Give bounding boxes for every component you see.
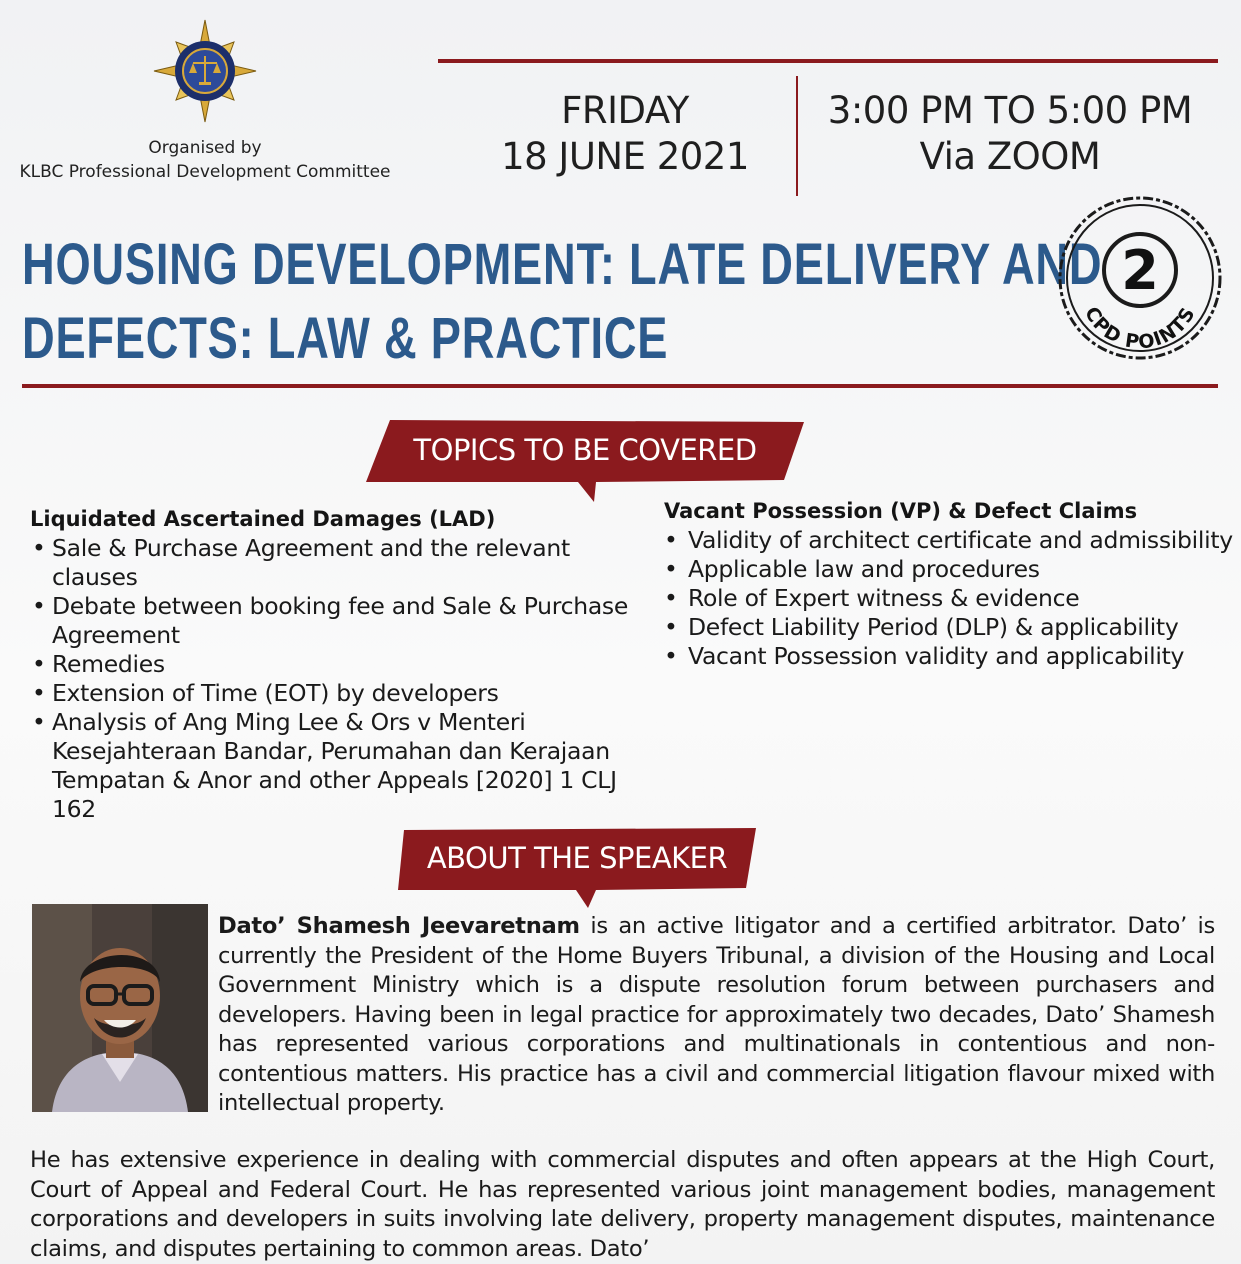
event-title — [22, 228, 1103, 376]
speaker-banner — [398, 828, 756, 912]
speaker-bio-paragraph-1 — [218, 912, 1215, 1119]
lad-heading: Liquidated Ascertained Damages (LAD) — [30, 507, 496, 531]
list-item: • Validity of architect certificate and admissibility — [664, 526, 1236, 555]
speaker-photo — [32, 904, 208, 1112]
vp-topic-list — [664, 526, 1236, 671]
speaker-name: Dato’ Shamesh Jeevaretnam — [218, 913, 580, 939]
title-line-1: HOUSING DEVELOPMENT: LATE DELIVERY AND — [22, 232, 1103, 297]
event-time-range: 3:00 PM TO 5:00 PM — [827, 89, 1193, 132]
list-item: • Debate between booking fee and Sale & Purchase Agreement — [30, 592, 650, 650]
list-item: • Role of Expert witness & evidence — [664, 584, 1236, 613]
list-item: • Applicable law and procedures — [664, 555, 1236, 584]
klbc-logo — [152, 18, 258, 124]
organiser-line-1: Organised by — [148, 138, 262, 158]
lad-topic-list — [30, 534, 650, 824]
header-rule — [438, 59, 1218, 63]
list-item: • Remedies — [30, 650, 650, 679]
topics-left-column — [30, 504, 650, 824]
list-item: • Analysis of Ang Ming Lee & Ors v Menteri Kesejahteraan Bandar, Perumahan dan Kerajaan Tempatan & Anor and other Appeals [2020] 1 CLJ 162 — [30, 708, 650, 824]
event-date-full: 18 JUNE 2021 — [501, 135, 749, 178]
event-time — [810, 88, 1210, 180]
organiser-text — [10, 136, 400, 184]
speaker-bio-text: is an active litigator and a certified arbitrator. Dato’ is currently the President of the Home Buyers Tribunal, a division of the Housing and Local Government Ministry which is a dispute resolution forum between purchasers and developers. Having been in legal practice for approximately two decades, Dato’ Shamesh has represented various corporations and multinationals in contentious and non-contentious matters. His practice has a civil and commercial litigation flavour mixed with intellectual property. — [218, 913, 1215, 1116]
topics-banner — [366, 420, 804, 506]
event-venue: Via ZOOM — [919, 135, 1101, 178]
title-rule — [22, 384, 1218, 388]
cpd-number: 2 — [1121, 239, 1159, 302]
list-item: • Vacant Possession validity and applicability — [664, 642, 1236, 671]
list-item: • Sale & Purchase Agreement and the relevant clauses — [30, 534, 650, 592]
organiser-line-2: KLBC Professional Development Committee — [19, 162, 391, 182]
event-date — [480, 88, 770, 180]
title-line-2: DEFECTS: LAW & PRACTICE — [22, 306, 669, 371]
cpd-label: CPD POINTS — [1080, 303, 1200, 354]
vp-heading: Vacant Possession (VP) & Defect Claims — [664, 499, 1138, 523]
cpd-points-stamp — [1050, 196, 1232, 366]
topics-banner-text: TOPICS TO BE COVERED — [413, 433, 757, 467]
header-divider — [796, 76, 798, 196]
event-day: FRIDAY — [561, 89, 689, 132]
list-item: • Extension of Time (EOT) by developers — [30, 679, 650, 708]
topics-right-column — [664, 496, 1236, 671]
list-item: • Defect Liability Period (DLP) & applicability — [664, 613, 1236, 642]
speaker-banner-text: ABOUT THE SPEAKER — [426, 841, 728, 875]
speaker-bio-paragraph-2: He has extensive experience in dealing with commercial disputes and often appears at the High Court, Court of Appeal and Federal Court. He has represented various joint management bodies, management corporations and developers in suits involving late delivery, property management disputes, maintenance claims, and disputes pertaining to common areas. Dato’ — [30, 1147, 1215, 1262]
